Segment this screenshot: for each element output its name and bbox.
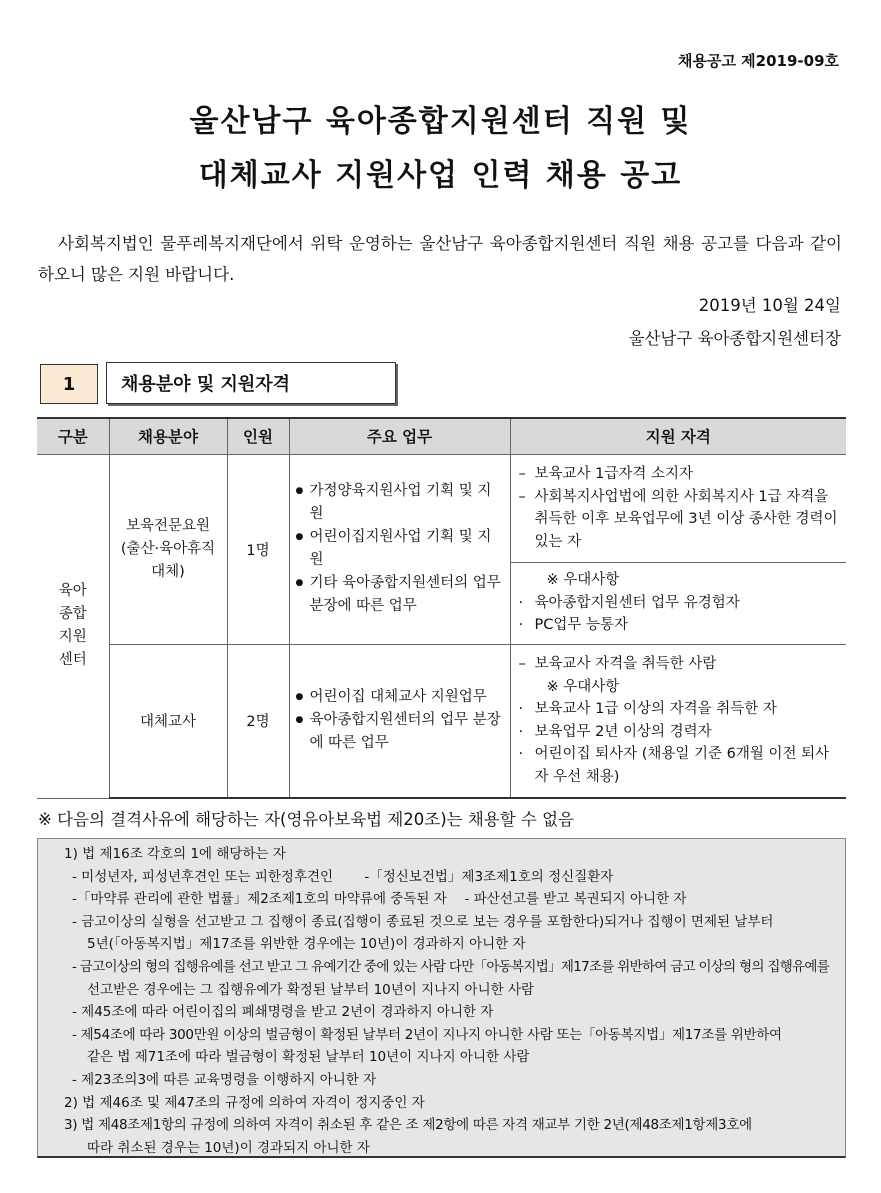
- table-row: [37, 644, 846, 798]
- list-item: 5년(「아동복지법」제17조를 위반한 경우에는 10년)이 경과하지 아니한 자: [87, 936, 526, 953]
- list-item: ● 어린이집지원사업 기획 및 지원: [296, 526, 502, 572]
- recruitment-table: [37, 417, 846, 799]
- header-count: 인원: [227, 418, 289, 454]
- preferences-cell: [510, 562, 846, 644]
- list-item: 1) 법 제16조 각호의 1에 해당하는 자: [64, 846, 286, 862]
- header-duties: 주요 업무: [289, 418, 510, 454]
- list-item: - 제23조의3에 따른 교육명령을 이행하지 아니한 자: [72, 1071, 377, 1088]
- count-cell: 2명: [227, 644, 289, 798]
- list-item: · 보육업무 2년 이상의 경력자: [518, 723, 712, 740]
- list-item: - 미성년자, 피성년후견인 또는 피한정후견인 -「정신보건법」제3조제1호의 정신질환자: [72, 868, 614, 885]
- list-item: 같은 법 제71조에 따라 벌금형이 확정된 날부터 10년이 지나지 아니한 사람: [87, 1049, 530, 1066]
- list-item: ● 육아종합지원센터의 업무 분장에 따른 업무: [296, 709, 502, 755]
- count-cell: 1명: [227, 454, 289, 644]
- list-item: - 제54조에 따라 300만원 이상의 벌금형이 확정된 날부터 2년이 지나지 아니한 사람 또는「아동복지법」제17조를 위반하여: [72, 1026, 782, 1043]
- list-item: – 보육교사 자격을 취득한 사람: [518, 656, 717, 673]
- list-item: · 보육교사 1급 이상의 자격을 취득한 자: [518, 701, 777, 718]
- list-item: ● 어린이집 대체교사 지원업무: [296, 686, 502, 709]
- notice-date: 2019년 10월 24일: [698, 296, 841, 315]
- issuer: 울산남구 육아종합지원센터장: [628, 329, 841, 348]
- intro-paragraph: 사회복지법인 물푸레복지재단에서 위탁 운영하는 울산남구 육아종합지원센터 직원 채용 공고를 다음과 같이 하오니 많은 지원 바랍니다.: [38, 234, 842, 284]
- field-cell: 대체교사: [109, 644, 227, 798]
- category-cell: 육아 종합 지원 센터: [37, 454, 109, 798]
- duties-cell: [289, 454, 510, 644]
- list-item: -「마약류 관리에 관한 법률」제2조제1호의 마약류에 중독된 자 - 파산선고를 받고 복권되지 아니한 자: [72, 891, 687, 908]
- list-item: - 제45조에 따라 어린이집의 폐쇄명령을 받고 2년이 경과하지 아니한 자: [72, 1004, 494, 1021]
- header-qualifications: 지원 자격: [510, 418, 846, 454]
- list-item: – 보육교사 1급자격 소지자: [518, 466, 694, 482]
- duties-cell: [289, 644, 510, 798]
- table-header-row: [37, 418, 846, 454]
- list-item: - 금고이상의 형의 집행유예를 선고 받고 그 유예기간 중에 있는 사람 다만「아동복지법」제17조를 위반하여 금고 이상의 형의 집행유예를: [72, 958, 830, 975]
- header-field: 채용분야: [109, 418, 227, 454]
- list-item: 선고받은 경우에는 그 집행유예가 확정된 날부터 10년이 지나지 아니한 사람: [87, 981, 535, 998]
- list-item: · 어린이집 퇴사자 (채용일 기준 6개월 이전 퇴사자 우선 채용): [518, 746, 830, 785]
- table-row: [37, 454, 846, 562]
- disqualification-note: ※ 다음의 결격사유에 해당하는 자(영유아보육법 제20조)는 채용할 수 없음: [38, 810, 574, 829]
- section-title: 채용분야 및 지원자격: [106, 362, 396, 404]
- qualifications-cell: [510, 644, 846, 798]
- disqualification-box: [37, 838, 846, 1158]
- notice-number: 채용공고 제2019-09호: [677, 52, 839, 70]
- page-title-line-2: 대체교사 지원사업 인력 채용 공고: [198, 158, 683, 193]
- list-item: 3) 법 제48조제1항의 규정에 의하여 자격이 취소된 후 같은 조 제2항에 따른 자격 재교부 기한 2년(제48조제1항제3호에: [64, 1117, 752, 1134]
- field-cell: 보육전문요원 (출산·육아휴직 대체): [109, 454, 227, 644]
- header-category: 구분: [37, 418, 109, 454]
- list-item: ● 기타 육아종합지원센터의 업무분장에 따른 업무: [296, 572, 502, 618]
- preference-title: ※ 우대사항: [546, 572, 620, 589]
- preference-title: ※ 우대사항: [546, 678, 620, 695]
- list-item: – 사회복지사업법에 의한 사회복지사 1급 자격을 취득한 이후 보육업무에 3년 이상 종사한 경력이 있는 자: [518, 488, 838, 550]
- qualifications-cell: [510, 454, 846, 562]
- list-item: · 육아종합지원센터 업무 유경험자: [518, 594, 740, 611]
- list-item: ● 가정양육지원사업 기획 및 지원: [296, 480, 502, 526]
- list-item: · PC업무 능통자: [518, 617, 629, 634]
- list-item: 2) 법 제46조 및 제47조의 규정에 의하여 자격이 정지중인 자: [64, 1094, 425, 1111]
- list-item: 따라 취소된 경우는 10년)이 경과되지 아니한 자: [87, 1139, 370, 1156]
- section-number: 1: [40, 364, 98, 404]
- list-item: - 금고이상의 실형을 선고받고 그 집행이 종료(집행이 종료된 것으로 보는 경우를 포함한다)되거나 집행이 면제된 날부터: [72, 913, 774, 930]
- page-title-line-1: 울산남구 육아종합지원센터 직원 및: [189, 104, 692, 139]
